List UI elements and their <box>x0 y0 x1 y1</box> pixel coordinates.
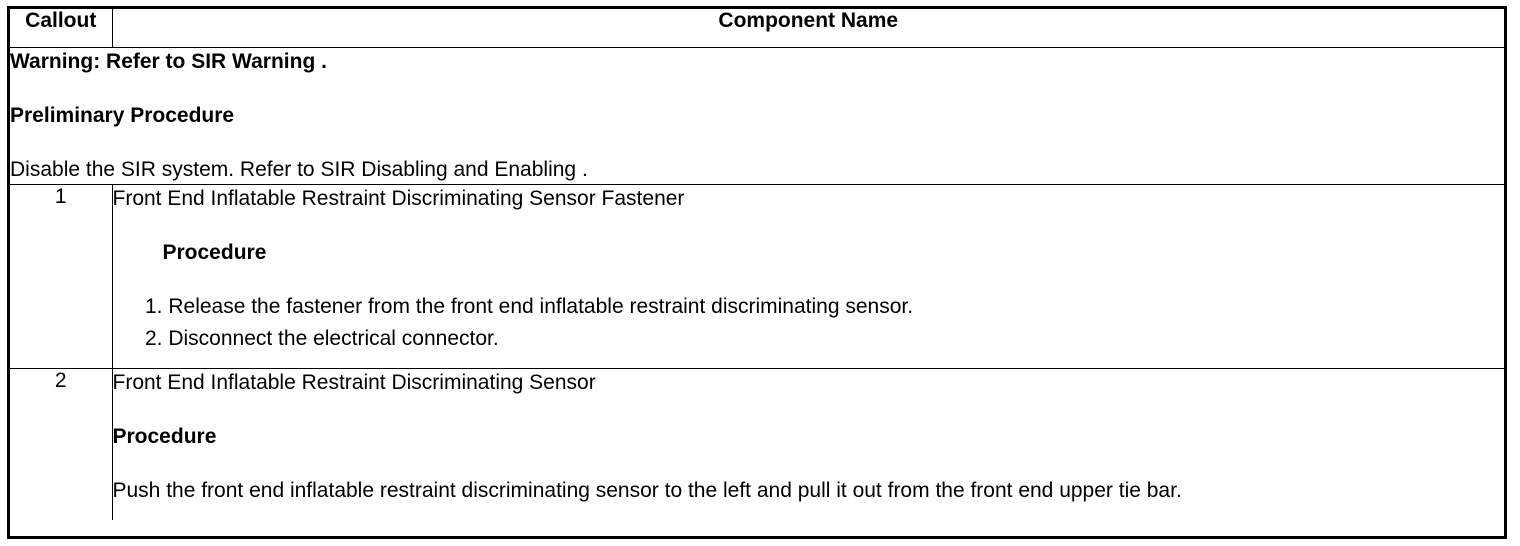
procedure-text: Push the front end inflatable restraint discriminating sensor to the left and pull it out from the front end upper tie bar. <box>112 479 1182 502</box>
table-header-row <box>10 9 1504 48</box>
procedure-table-frame <box>7 6 1507 539</box>
callout-number: 1 <box>10 185 112 369</box>
intro-cell <box>10 48 1504 185</box>
procedure-heading: Procedure <box>112 425 217 448</box>
procedure-step <box>113 323 1505 355</box>
table-row <box>10 369 1504 521</box>
component-cell <box>112 369 1504 521</box>
callout-number: 2 <box>10 369 112 521</box>
header-component-name: Component Name <box>112 9 1504 48</box>
procedure-step <box>113 291 1505 323</box>
component-name: Front End Inflatable Restraint Discriminating Sensor <box>112 371 596 394</box>
preliminary-procedure-heading: Preliminary Procedure <box>10 104 235 127</box>
header-callout: Callout <box>10 9 112 48</box>
component-name: Front End Inflatable Restraint Discriminating Sensor Fastener <box>112 187 685 210</box>
step-number: 2. <box>144 327 163 350</box>
component-cell <box>112 185 1504 369</box>
step-text: Release the fastener from the front end inflatable restraint discriminating sensor. <box>168 295 914 318</box>
intro-row <box>10 48 1504 185</box>
preliminary-procedure-text: Disable the SIR system. Refer to SIR Disabling and Enabling . <box>10 158 588 181</box>
step-text: Disconnect the electrical connector. <box>168 327 499 350</box>
procedure-steps <box>113 291 1505 355</box>
table-row <box>10 185 1504 369</box>
step-number: 1. <box>144 295 163 318</box>
procedure-table <box>10 9 1504 520</box>
procedure-heading: Procedure <box>162 241 267 264</box>
warning-text: Warning: Refer to SIR Warning . <box>10 50 327 73</box>
